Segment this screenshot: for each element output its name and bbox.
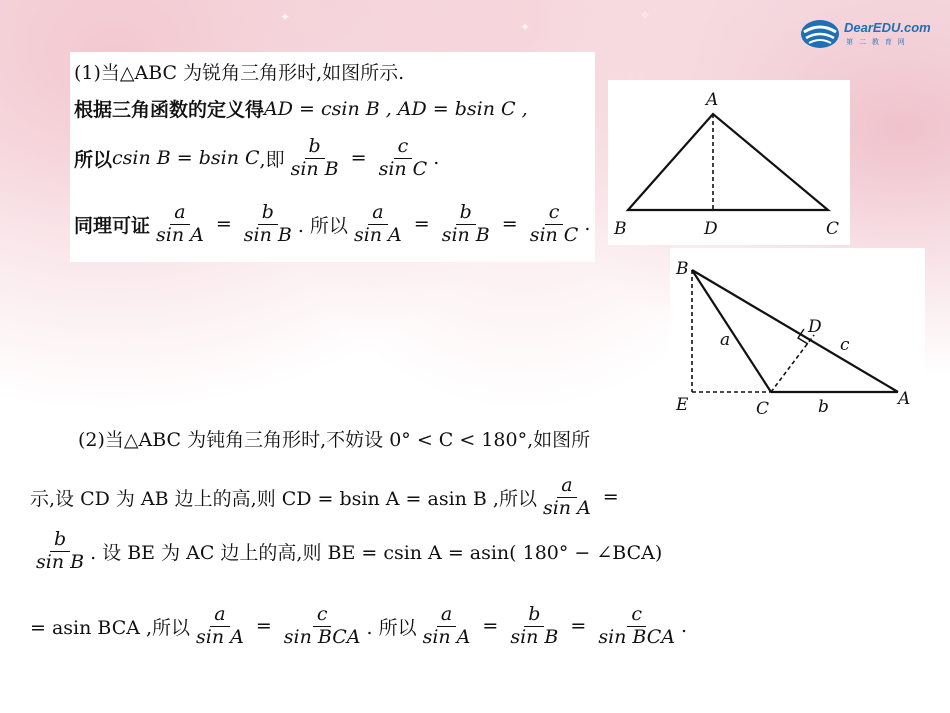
fraction-a-over-sinA: $\frac{a}{\text{sin A}}$ [156,201,204,246]
label-B: B [614,219,627,239]
label-B: B [676,259,689,279]
label-E: E [676,395,689,415]
label-A: A [706,90,719,110]
fraction-c-over-sinBCA: $\frac{c}{\text{sin BCA}}$ [283,603,361,648]
fraction-b-over-sinB: $\frac{b}{\text{sin B}}$ [510,603,559,648]
part1-similar-line: 同理可证 $\frac{a}{\text{sin A}}$ = $\frac{b}{\text{sin B}}$ . 所以 $\frac{a}{\text{sin A}}$ = $\frac{b}{\text{sin B}}$ = $\frac{c}{\text{sin C}}$ . [74,201,591,246]
part1-heading: (1)当△ABC 为锐角三角形时,如图所示. [74,62,405,84]
fraction-c-over-sinC: $\frac{c}{\text{sin C}}$ [378,135,428,180]
label-D: D [704,219,718,239]
fraction-a-over-sinA: $\frac{a}{\text{sin A}}$ [353,201,402,246]
sparkle-decoration: ✧ [640,8,651,22]
logo-swirl-icon [800,18,840,50]
label-D: D [808,317,822,337]
part1-definition-line: 根据三角函数的定义得 AD = csin B , AD = bsin C , [74,97,528,121]
label-b: b [818,397,829,417]
fraction-b-over-sinB: $\frac{b}{\text{sin B}}$ [290,135,339,180]
obtuse-triangle-figure [670,248,925,423]
label-C: C [756,399,770,419]
part2-line2: 示,设 CD 为 AB 边上的高,则 CD = bsin A = asin B ,所以 $\frac{a}{\text{sin A}}$ = [30,474,619,519]
side-bc [692,270,771,392]
fraction-a-over-sinA: $\frac{a}{\text{sin A}}$ [196,603,244,648]
part2-line4: = asin BCA ,所以 $\frac{a}{\text{sin A}}$ = $\frac{c}{\text{sin BCA}}$ . 所以 $\frac{a}{\text{sin A}}$ = $\frac{b}{\text{sin B}}$ = $\frac{c}{\text{sin BCA}}$ . [30,603,688,648]
dearedu-logo [800,14,930,54]
fraction-a-over-sinA: $\frac{a}{\text{sin A}}$ [422,603,471,648]
fraction-c-over-sinC: $\frac{c}{\text{sin C}}$ [529,201,579,246]
part1-so-line: 所以 csin B = bsin C ,即 $\frac{b}{\text{sin B}}$ = $\frac{c}{\text{sin C}}$ . [74,135,440,180]
logo-text: DearEDU.com [844,20,931,35]
label-A: A [898,389,911,409]
part2-line3: $\frac{b}{\text{sin B}}$ . 设 BE 为 AC 边上的高,则 BE = csin A = asin( 180° − ∠BCA) [30,530,662,573]
label-a: a [720,330,731,350]
fraction-b-over-sinB: $\frac{b}{\text{sin B}}$ [243,201,292,246]
logo-subtext: 第 二 教 育 网 [846,39,907,46]
fraction-c-over-sinBCA: $\frac{c}{\text{sin BCA}}$ [598,603,676,648]
label-c: c [840,335,850,355]
fraction-b-over-sinB: $\frac{b}{\text{sin B}}$ [441,201,490,246]
fraction-a-over-sinA: $\frac{a}{\text{sin A}}$ [542,474,591,519]
fraction-b-over-sinB: $\frac{b}{\text{sin B}}$ [36,528,85,573]
label-C: C [826,219,840,239]
sparkle-decoration: ✦ [520,20,531,34]
sparkle-decoration: ✦ [280,10,291,24]
acute-triangle-figure [608,80,850,245]
part2-heading: (2)当△ABC 为钝角三角形时,不妨设 0° < C < 180°,如图所 [78,429,591,451]
triangle-abc [628,114,828,210]
